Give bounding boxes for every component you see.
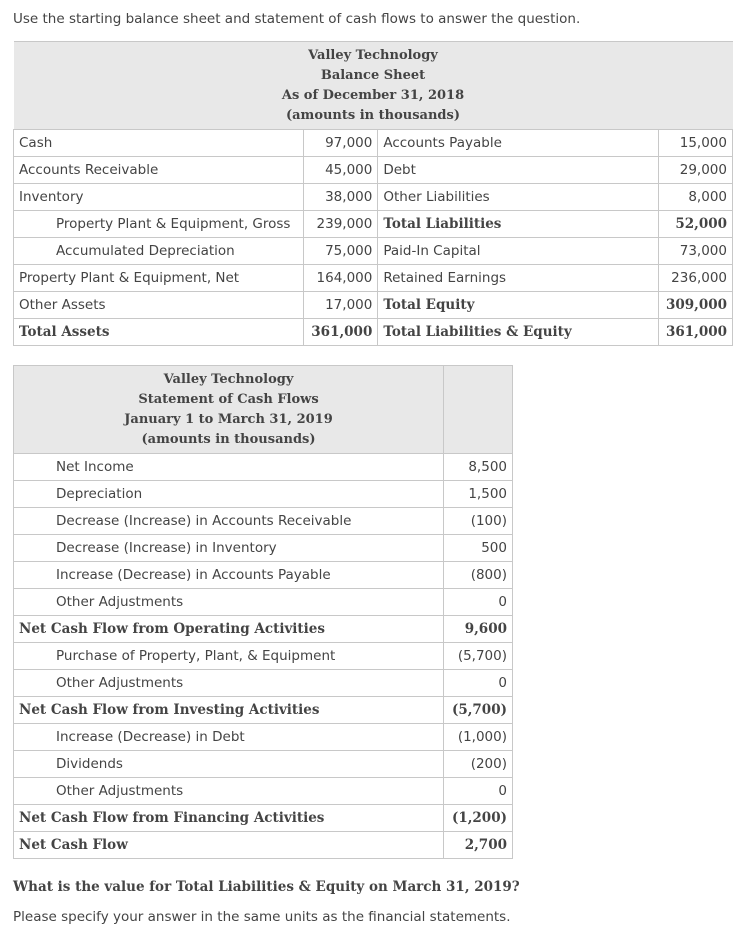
row-label: Net Income [14, 454, 444, 481]
table-row [14, 184, 733, 211]
investing-total-label: Net Cash Flow from Investing Activities [14, 697, 444, 724]
row-label: Other Assets [14, 292, 304, 319]
table-row [14, 238, 733, 265]
row-value: 0 [444, 778, 513, 805]
row-label: Accounts Receivable [14, 157, 304, 184]
investing-total-value: (5,700) [444, 697, 513, 724]
row-value: 239,000 [304, 211, 378, 238]
row-label: Increase (Decrease) in Accounts Payable [14, 562, 444, 589]
row-label: Property Plant & Equipment, Net [14, 265, 304, 292]
row-label: Decrease (Increase) in Accounts Receivable [14, 508, 444, 535]
table-row [14, 751, 513, 778]
balance-sheet-header [14, 42, 733, 130]
row-label: Other Adjustments [14, 778, 444, 805]
row-value: 38,000 [304, 184, 378, 211]
row-value: 8,500 [444, 454, 513, 481]
row-value: (200) [444, 751, 513, 778]
cash-flow-header [14, 366, 444, 454]
row-label: Cash [14, 130, 304, 157]
row-value: (800) [444, 562, 513, 589]
operating-total-label: Net Cash Flow from Operating Activities [14, 616, 444, 643]
table-row [14, 724, 513, 751]
table-row [14, 481, 513, 508]
row-value: 45,000 [304, 157, 378, 184]
intro-text: Use the starting balance sheet and statement of cash flows to answer the question. [13, 11, 581, 27]
table-row [14, 508, 513, 535]
row-label: Purchase of Property, Plant, & Equipment [14, 643, 444, 670]
cash-flow-header-blank [444, 366, 513, 454]
table-row [14, 562, 513, 589]
row-value: 75,000 [304, 238, 378, 265]
units-note: Please specify your answer in the same units as the financial statements. [13, 909, 511, 925]
table-row [14, 670, 513, 697]
table-row [14, 265, 733, 292]
table-row [14, 832, 513, 859]
table-row [14, 157, 733, 184]
row-value: 1,500 [444, 481, 513, 508]
row-value: 236,000 [658, 265, 732, 292]
table-row [14, 589, 513, 616]
cash-flow-company: Valley Technology [163, 372, 294, 387]
table-row [14, 292, 733, 319]
operating-total-value: 9,600 [444, 616, 513, 643]
row-label: Increase (Decrease) in Debt [14, 724, 444, 751]
total-assets-label: Total Assets [14, 319, 304, 346]
row-value: 0 [444, 670, 513, 697]
row-value: 73,000 [658, 238, 732, 265]
row-label: Property Plant & Equipment, Gross [14, 211, 304, 238]
row-label: Depreciation [14, 481, 444, 508]
row-value: 17,000 [304, 292, 378, 319]
total-equity-value: 309,000 [658, 292, 732, 319]
total-assets-value: 361,000 [304, 319, 378, 346]
total-liabilities-equity-label: Total Liabilities & Equity [378, 319, 659, 346]
table-row [14, 643, 513, 670]
row-value: 0 [444, 589, 513, 616]
table-row [14, 616, 513, 643]
table-row [14, 805, 513, 832]
row-value: (100) [444, 508, 513, 535]
net-cash-flow-label: Net Cash Flow [14, 832, 444, 859]
financing-total-value: (1,200) [444, 805, 513, 832]
row-label: Other Adjustments [14, 589, 444, 616]
balance-sheet-date: As of December 31, 2018 [281, 88, 465, 103]
row-value: 164,000 [304, 265, 378, 292]
table-row [14, 778, 513, 805]
row-label: Other Adjustments [14, 670, 444, 697]
row-value: 97,000 [304, 130, 378, 157]
row-label: Dividends [14, 751, 444, 778]
total-liabilities-value: 52,000 [658, 211, 732, 238]
total-liabilities-equity-value: 361,000 [658, 319, 732, 346]
row-label: Inventory [14, 184, 304, 211]
table-row [14, 535, 513, 562]
row-value: (1,000) [444, 724, 513, 751]
balance-sheet-company: Valley Technology [308, 48, 438, 63]
row-label: Decrease (Increase) in Inventory [14, 535, 444, 562]
balance-sheet-units: (amounts in thousands) [285, 108, 460, 123]
balance-sheet-title: Balance Sheet [320, 68, 426, 83]
table-row [14, 211, 733, 238]
row-label: Debt [378, 157, 659, 184]
net-cash-flow-value: 2,700 [444, 832, 513, 859]
row-value: 8,000 [658, 184, 732, 211]
table-row [14, 697, 513, 724]
row-label: Accumulated Depreciation [14, 238, 304, 265]
row-label: Paid-In Capital [378, 238, 659, 265]
table-row [14, 454, 513, 481]
row-value: 29,000 [658, 157, 732, 184]
table-row [14, 130, 733, 157]
balance-sheet-table [13, 41, 733, 346]
cash-flow-units: (amounts in thousands) [141, 432, 316, 447]
row-label: Retained Earnings [378, 265, 659, 292]
table-row [14, 319, 733, 346]
cash-flow-period: January 1 to March 31, 2019 [124, 412, 333, 427]
row-label: Other Liabilities [378, 184, 659, 211]
total-equity-label: Total Equity [378, 292, 659, 319]
row-label: Accounts Payable [378, 130, 659, 157]
cash-flow-table [13, 365, 513, 859]
cash-flow-title: Statement of Cash Flows [138, 392, 319, 407]
row-value: 15,000 [658, 130, 732, 157]
total-liabilities-label: Total Liabilities [378, 211, 659, 238]
row-value: (5,700) [444, 643, 513, 670]
financing-total-label: Net Cash Flow from Financing Activities [14, 805, 444, 832]
question-text: What is the value for Total Liabilities & Equity on March 31, 2019? [13, 879, 520, 895]
row-value: 500 [444, 535, 513, 562]
